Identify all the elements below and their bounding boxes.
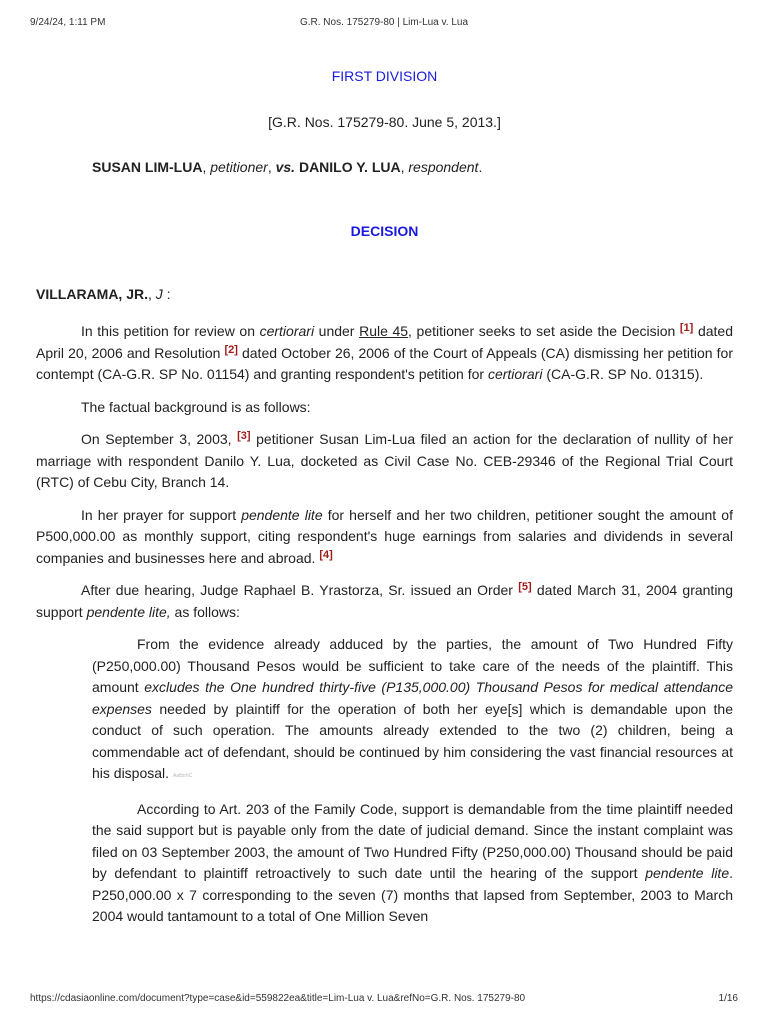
respondent-role: respondent [408, 159, 479, 175]
footnote-1-link[interactable]: [1] [679, 322, 694, 334]
print-footer [30, 993, 738, 1007]
print-page-title: G.R. Nos. 175279-80 | Lim-Lua v. Lua [299, 17, 469, 28]
case-parties: SUSAN LIM-LUA, petitioner, vs. DANILO Y. LUA, respondent. [92, 159, 483, 175]
paragraph-1: In this petition for review on certiorari under Rule 45, petitioner seeks to set aside the Decision [1] dated April 20, 2006 and Resolution [2] dated October 26, 2006 of the Court of Appeals (CA) dismissing her petition for contempt (CA-G.R. SP No. 01154) and granting respondent's petition for certiorari (CA-G.R. SP No. 01315). [36, 322, 734, 382]
ponente-title: J [155, 286, 163, 302]
paragraph-3: On September 3, 2003, [3] petitioner Susan Lim-Lua filed an action for the declaration of nullity of her marriage with respondent Danilo Y. Lua, docketed as Civil Case No. CEB-29346 of the Regional Trial Court (RTC) of Cebu City, Branch 14. [36, 430, 733, 490]
quote-paragraph-2: According to Art. 203 of the Family Code, support is demandable from the time plaintiff needed the said support but is payable only from the date of judicial demand. Since the instant complaint was filed on 03 September 2003, the amount of Two Hundred Fifty (P250,000.00) Thousand should be paid by defendant to plaintiff retroactively to such date until the hearing of the support pendente lite. P250,000.00 x 7 corresponding to the seven (7) months that lapsed from September, 2003 to March 2004 would tantamount to a total of One Million Seven [92, 800, 734, 924]
paragraph-5: After due hearing, Judge Raphael B. Yrastorza, Sr. issued an Order [5] dated March 31, 2004 granting support pendente lite, as follows: [36, 581, 733, 620]
footnote-4-link[interactable]: [4] [319, 548, 333, 561]
print-url: https://cdasiaonline.com/document?type=case&id=559822ea&title=Lim-Lua v. Lua&refNo=G.R. Nos. 175279-80 [30, 993, 526, 1004]
versus-label: vs. [275, 159, 296, 175]
document-body [36, 66, 734, 924]
page-number: 1/16 [718, 993, 738, 1004]
paragraph-2: The factual background is as follows: [81, 398, 311, 415]
footnote-3-link[interactable]: [3] [237, 430, 251, 442]
respondent-name: DANILO Y. LUA [298, 159, 401, 175]
rule-45-link[interactable]: Rule 45 [359, 323, 409, 339]
footnote-2-link[interactable]: [2] [224, 343, 238, 356]
print-datetime: 9/24/24, 1:11 PM [30, 17, 106, 28]
case-number-line: [G.R. Nos. 175279-80. June 5, 2013.] [268, 114, 501, 130]
decision-heading: DECISION [350, 223, 419, 239]
watermark-code: Aa8zrhC [172, 773, 193, 779]
footnote-5-link[interactable]: [5] [518, 581, 532, 593]
quote-paragraph-1: From the evidence already adduced by the parties, the amount of Two Hundred Fifty (P250,000.00) Thousand Pesos would be sufficient to take care of the needs of the plaintiff. This amount excludes the One hundred thirty-five (P135,000.00) Thousand Pesos for medical attendance expenses needed by plaintiff for the operation of both her eye[s] which is demandable upon the conduct of such operation. The amounts already extended to the two (2) children, being a commendable act of defendant, should be continued by him considering the vast financial resources at his disposal. Aa8zrhC [92, 636, 733, 781]
ponente-line: VILLARAMA, JR., J : [36, 286, 171, 302]
print-header [30, 17, 738, 31]
division-heading: FIRST DIVISION [331, 68, 438, 84]
quoted-order [36, 634, 733, 928]
petitioner-name: SUSAN LIM-LUA [92, 159, 203, 175]
paragraph-4: In her prayer for support pendente lite for herself and her two children, petitioner sought the amount of P500,000.00 as monthly support, citing respondent's huge earnings from salaries and dividends in several companies and businesses here and abroad. [4] [36, 506, 733, 566]
ponente-name: VILLARAMA, JR. [36, 286, 148, 302]
decision-text [36, 321, 733, 939]
petitioner-role: petitioner [210, 159, 268, 175]
